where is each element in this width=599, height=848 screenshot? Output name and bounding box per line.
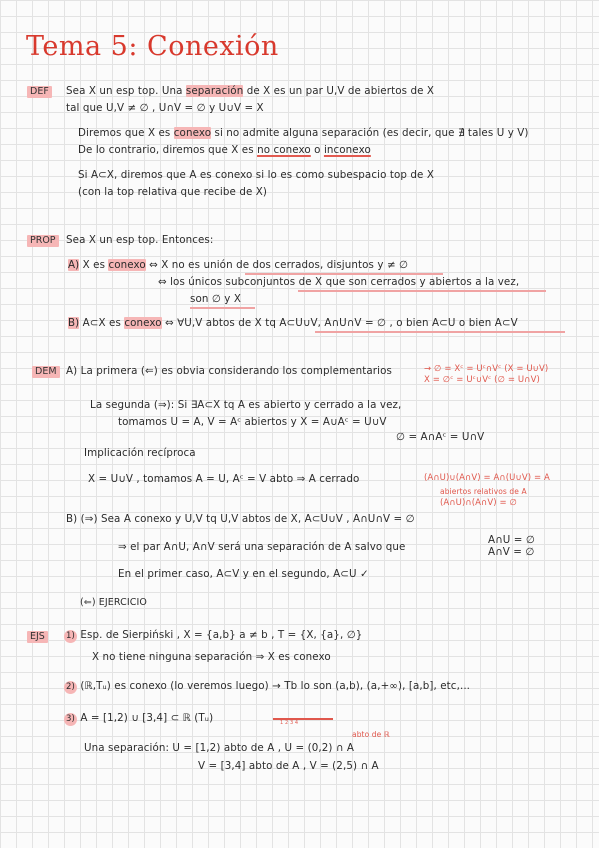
dem-line-8a: A∩U = ∅ bbox=[488, 534, 535, 546]
dem-side-3: (A∩U)∩(A∩V) = ∅ bbox=[440, 498, 518, 508]
highlight-mark bbox=[315, 331, 565, 333]
ej-1b: X no tiene ninguna separación ⇒ X es conexo bbox=[92, 651, 331, 663]
dem-line-10: (⇐) EJERCICIO bbox=[80, 597, 147, 608]
dem-line-5: Implicación recíproca bbox=[84, 447, 196, 459]
dem-line-9: En el primer caso, A⊂V y en el segundo, A⊂U ✓ bbox=[118, 568, 369, 580]
ejs-tag: EJS bbox=[27, 631, 48, 643]
ej-1: 1) Esp. de Sierpiński , X = {a,b} a ≠ b , T = {X, {a}, ∅} bbox=[64, 629, 362, 643]
dem-line-8b: A∩V = ∅ bbox=[488, 546, 535, 558]
prop-item-b: B) A⊂X es conexo ⇔ ∀U,V abtos de X tq A⊂U∪V, A∩U∩V = ∅ , o bien A⊂U o bien A⊂V bbox=[68, 317, 518, 329]
ej-1-number: 1) bbox=[64, 630, 77, 643]
dem-note-2: X = ∅ᶜ = Uᶜ∪Vᶜ (∅ = U∩V) bbox=[424, 375, 540, 385]
dem-side-2: abiertos relativos de A bbox=[440, 487, 527, 496]
dem-line-6: X = U∪V , tomamos A = U, Aᶜ = V abto ⇒ A cerrado bbox=[88, 473, 360, 485]
dem-line-3: tomamos U = A, V = Aᶜ abiertos y X = A∪Aᶜ = U∪V bbox=[118, 416, 387, 428]
highlight-mark bbox=[245, 273, 443, 275]
ej-2-number: 2) bbox=[64, 681, 77, 694]
dem-line-1: A) La primera (⇐) es obvia considerando los complementarios bbox=[66, 365, 392, 377]
ej-3: 3) A = [1,2) ∪ [3,4] ⊂ ℝ (Tᵤ) bbox=[64, 712, 213, 726]
dem-line-2: La segunda (⇒): Si ∃A⊂X tq A es abierto y cerrado a la vez, bbox=[90, 399, 402, 411]
ej-3a: Una separación: U = [1,2) abto de A , U = (0,2) ∩ A bbox=[84, 742, 355, 754]
highlight-mark bbox=[190, 307, 255, 309]
dem-line-8: ⇒ el par A∩U, A∩V será una separación de A salvo que bbox=[118, 541, 406, 553]
number-line-ticks: 1 2 3 4 bbox=[280, 720, 299, 726]
ej-2: 2) (ℝ,Tᵤ) es conexo (lo veremos luego) → Tb lo son (a,b), (a,+∞), [a,b], etc,... bbox=[64, 680, 470, 694]
dem-tag: DEM bbox=[32, 366, 60, 378]
ej-3-number: 3) bbox=[64, 713, 77, 726]
highlight-mark bbox=[298, 290, 546, 292]
def-tag: DEF bbox=[27, 86, 52, 98]
def-line-1: Sea X un esp top. Una separación de X es un par U,V de abiertos de X bbox=[66, 85, 435, 97]
def-line-3: Diremos que X es conexo si no admite alguna separación (es decir, que ∄ tales U y V) bbox=[78, 127, 529, 139]
prop-item-a-3: son ∅ y X bbox=[190, 293, 242, 305]
prop-item-a: A) X es conexo ⇔ X no es unión de dos cerrados, disjuntos y ≠ ∅ bbox=[68, 259, 409, 271]
dem-side-1: (A∩U)∪(A∩V) = A∩(U∪V) = A bbox=[424, 473, 550, 483]
def-line-5: Si A⊂X, diremos que A es conexo si lo es como subespacio top de X bbox=[78, 169, 434, 181]
prop-item-a-2: ⇔ los únicos subconjuntos de X que son cerrados y abiertos a la vez, bbox=[158, 276, 520, 288]
def-line-4: De lo contrario, diremos que X es no conexo o inconexo bbox=[78, 144, 371, 156]
def-line-6: (con la top relativa que recibe de X) bbox=[78, 186, 268, 198]
ej-3-note: abto de ℝ bbox=[352, 730, 390, 739]
dem-note-1: → ∅ = Xᶜ = Uᶜ∩Vᶜ (X = U∪V) bbox=[424, 364, 549, 374]
def-line-2: tal que U,V ≠ ∅ , U∩V = ∅ y U∪V = X bbox=[66, 102, 264, 114]
dem-line-7: B) (⇒) Sea A conexo y U,V tq U,V abtos de X, A⊂U∪V , A∩U∩V = ∅ bbox=[66, 513, 415, 525]
ej-3b: V = [3,4] abto de A , V = (2,5) ∩ A bbox=[198, 760, 379, 772]
prop-tag: PROP bbox=[27, 235, 59, 247]
dem-line-4: ∅ = A∩Aᶜ = U∩V bbox=[396, 431, 485, 443]
page-title: Tema 5: Conexión bbox=[26, 31, 279, 62]
prop-line-1: Sea X un esp top. Entonces: bbox=[66, 234, 214, 246]
